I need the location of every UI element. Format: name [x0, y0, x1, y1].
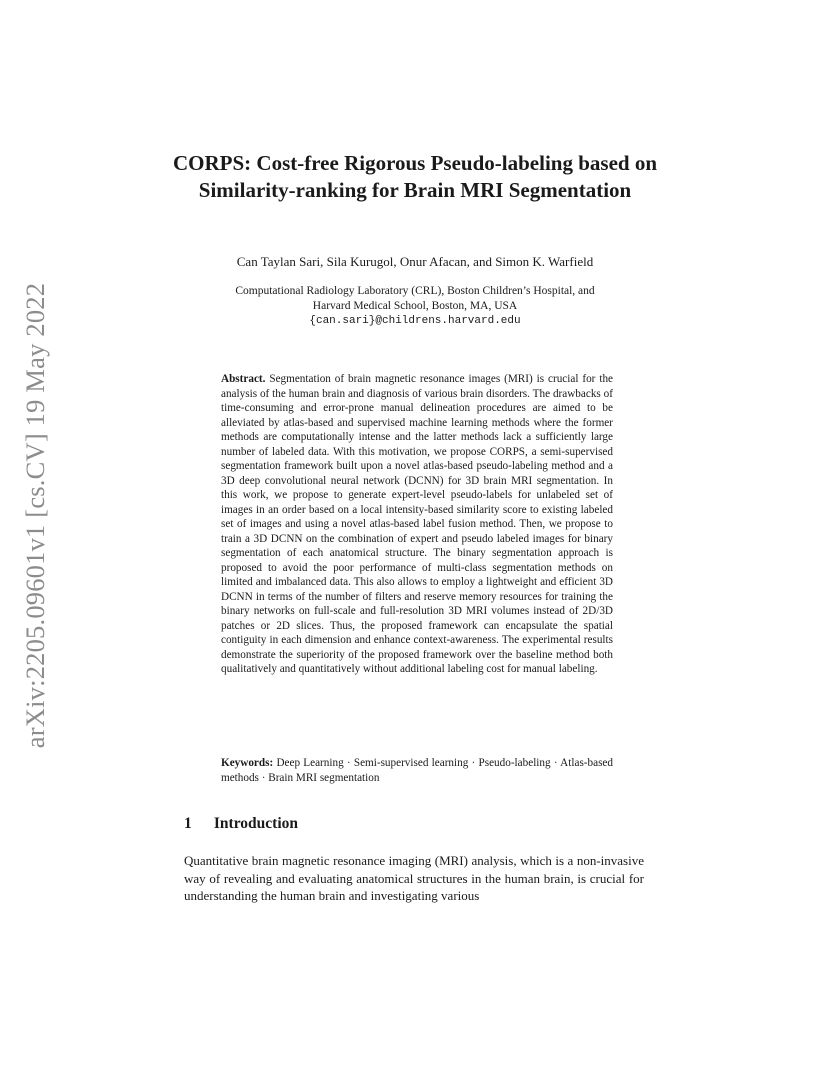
author-email: {can.sari}@childrens.harvard.edu	[309, 315, 521, 327]
section-heading	[184, 815, 644, 833]
keywords-label: Keywords:	[221, 757, 277, 769]
abstract-text: Segmentation of brain magnetic resonance images (MRI) is crucial for the analysis of the human brain and diagnosis of various brain disorders. The drawbacks of time-consuming and error-prone manual delineation procedures are aimed to be alleviated by atlas-based and supervised machine learning methods where the former methods are computationally intense and the latter methods lack a sufficiently large number of labeled data. With this motivation, we propose CORPS, a semi-supervised segmentation framework built upon a novel atlas-based pseudo-labeling method and a 3D deep convolutional neural network (DCNN) for 3D brain MRI segmentation. In this work, we propose to generate expert-level pseudo-labels for unlabeled set of images in an order based on a local intensity-based similarity score to existing labeled set of images and using a novel atlas-based label fusion method. Then, we propose to train a 3D DCNN on the combination of expert and pseudo labeled images for binary segmentation of each anatomical structure. The binary segmentation approach is proposed to avoid the poor performance of multi-class segmentation methods on limited and imbalanced data. This also allows to employ a lightweight and efficient 3D DCNN in terms of the number of filters and reserve memory resources for training the binary networks on full-scale and full-resolution 3D MRI volumes instead of 2D/3D patches or 2D slices. Thus, the proposed framework can encapsulate the spatial contiguity in each dimension and enhance context-awareness. The experimental results demonstrate the superiority of the proposed framework over the baseline method both qualitatively and quantitatively without additional labeling cost for manual labeling.	[221, 373, 613, 675]
affiliation-line-2: Harvard Medical School, Boston, MA, USA	[312, 300, 518, 312]
keywords-text: Deep Learning · Semi-supervised learning · Pseudo-labeling · Atlas-based methods · Brain MRI segmentation	[221, 757, 613, 784]
section-title: Introduction	[213, 815, 298, 832]
introduction-paragraph: Quantitative brain magnetic resonance imaging (MRI) analysis, which is a non-invasive way of revealing and evaluating anatomical structures in the human brain, is crucial for understanding the human brain and investigating various	[184, 853, 644, 903]
abstract	[221, 372, 613, 677]
author-list: Can Taylan Sari, Sila Kurugol, Onur Afacan, and Simon K. Warfield	[236, 254, 594, 269]
keywords	[221, 756, 613, 785]
section-number: 1	[184, 815, 192, 832]
abstract-label: Abstract.	[221, 373, 270, 385]
arxiv-identifier	[14, 270, 58, 760]
affiliation	[150, 284, 680, 329]
arxiv-identifier-text: arXiv:2205.09601v1 [cs.CV] 19 May 2022	[20, 282, 51, 748]
paper-title: CORPS: Cost-free Rigorous Pseudo-labeling based on Similarity-ranking for Brain MRI Segmentation	[173, 151, 657, 202]
affiliation-line-1: Computational Radiology Laboratory (CRL), Boston Children’s Hospital, and	[235, 285, 595, 297]
